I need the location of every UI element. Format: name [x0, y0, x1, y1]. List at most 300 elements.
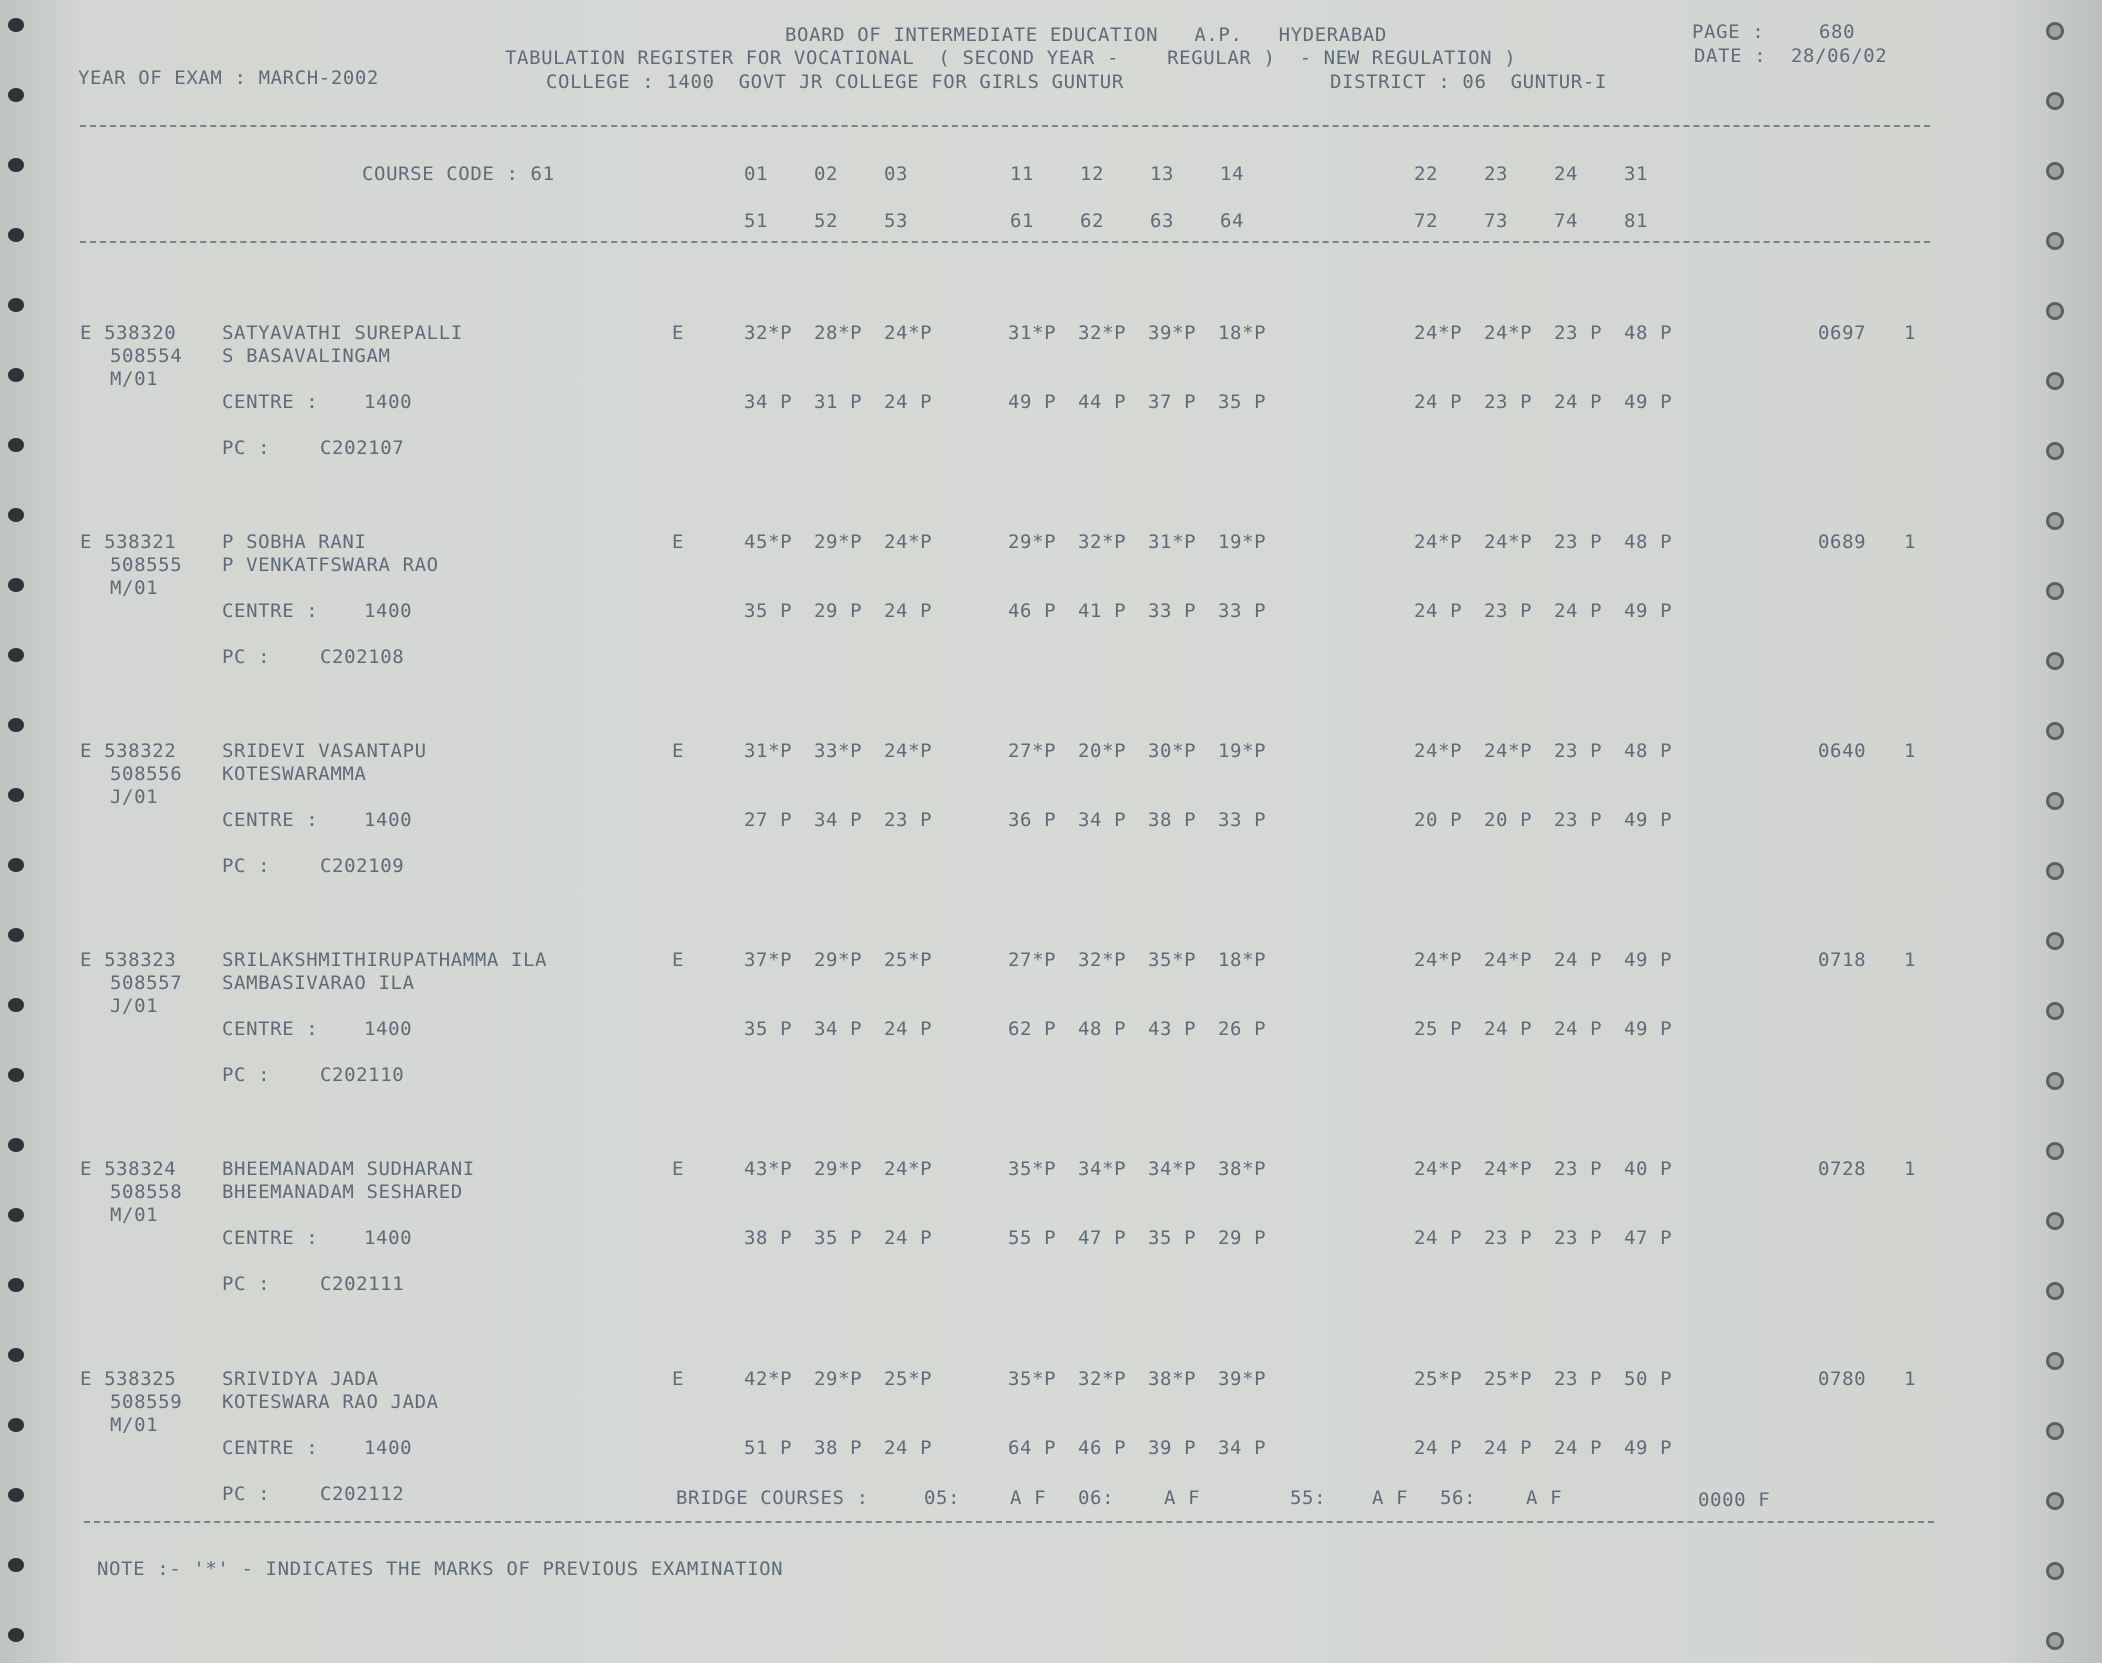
perforation-hole	[2046, 582, 2064, 600]
mark-cell: 24*P	[1484, 531, 1533, 553]
registration-number: 508556	[110, 763, 183, 785]
hall-ticket-number: E 538323	[80, 949, 177, 971]
perforation-hole	[8, 578, 24, 592]
mark-cell: 24*P	[1484, 1158, 1533, 1180]
centre-code: 1400	[364, 391, 413, 413]
subject-code: 03	[884, 163, 909, 185]
centre-label: CENTRE :	[222, 1437, 319, 1459]
pc-number: C202108	[320, 646, 405, 668]
mark-cell: 46 P	[1008, 600, 1057, 622]
subject-code: 31	[1624, 163, 1649, 185]
mark-cell: 49 P	[1624, 809, 1673, 831]
category-code: J/01	[110, 995, 159, 1017]
registration-number: 508555	[110, 554, 183, 576]
mark-cell: 49 P	[1624, 1018, 1673, 1040]
perforation-hole	[2046, 162, 2064, 180]
mark-cell: 39*P	[1218, 1368, 1267, 1390]
mark-cell: 24*P	[1414, 949, 1463, 971]
mark-cell: 24*P	[1484, 949, 1533, 971]
mark-cell: 34 P	[814, 809, 863, 831]
subject-code: 73	[1484, 210, 1509, 232]
subject-code: 11	[1010, 163, 1035, 185]
mark-cell: 23 P	[1554, 1158, 1603, 1180]
student-record	[0, 1368, 2102, 1528]
category-code: M/01	[110, 368, 159, 390]
perforation-hole	[2046, 932, 2064, 950]
mark-cell: 24*P	[1414, 531, 1463, 553]
page-label: PAGE :	[1692, 21, 1765, 43]
mark-cell: 24 P	[884, 600, 933, 622]
mark-cell: 34 P	[1218, 1437, 1267, 1459]
perforation-hole	[2046, 1072, 2064, 1090]
mark-cell: 23 P	[1554, 740, 1603, 762]
mark-cell: 35*P	[1148, 949, 1197, 971]
subject-code: 51	[744, 210, 769, 232]
pc-number: C202107	[320, 437, 405, 459]
total-marks: 0640	[1818, 740, 1867, 762]
mark-cell: 31*P	[1148, 531, 1197, 553]
mark-cell: 24*P	[884, 1158, 933, 1180]
mark-cell: 37 P	[1148, 391, 1197, 413]
parent-name: BHEEMANADAM SESHARED	[222, 1181, 463, 1203]
mark-cell: 42*P	[744, 1368, 793, 1390]
registration-number: 508559	[110, 1391, 183, 1413]
mark-cell: 33 P	[1218, 600, 1267, 622]
centre-label: CENTRE :	[222, 1227, 319, 1249]
mark-cell: 20 P	[1414, 809, 1463, 831]
perforation-hole	[8, 788, 24, 802]
result-code: 1	[1904, 1158, 1917, 1180]
mark-cell: 33 P	[1218, 809, 1267, 831]
pc-number: C202110	[320, 1064, 405, 1086]
mark-cell: 48 P	[1624, 322, 1673, 344]
parent-name: KOTESWARAMMA	[222, 763, 367, 785]
mark-cell: 35 P	[814, 1227, 863, 1249]
mark-cell: 24 P	[1414, 1227, 1463, 1249]
mark-cell: 28*P	[814, 322, 863, 344]
mark-cell: 27*P	[1008, 949, 1057, 971]
perforation-hole	[8, 368, 24, 382]
student-name: SRILAKSHMITHIRUPATHAMMA ILA	[222, 949, 548, 971]
hall-ticket-number: E 538324	[80, 1158, 177, 1180]
mark-cell: 44 P	[1078, 391, 1127, 413]
mark-cell: 24*P	[884, 531, 933, 553]
mark-cell: 25*P	[884, 1368, 933, 1390]
mark-cell: 24 P	[884, 1227, 933, 1249]
mark-cell: 26 P	[1218, 1018, 1267, 1040]
mark-cell: 31*P	[1008, 322, 1057, 344]
mark-cell: 35*P	[1008, 1368, 1057, 1390]
parent-name: KOTESWARA RAO JADA	[222, 1391, 439, 1413]
mark-cell: 23 P	[1554, 531, 1603, 553]
mark-cell: 38 P	[744, 1227, 793, 1249]
mark-cell: 34 P	[744, 391, 793, 413]
subject-code: 23	[1484, 163, 1509, 185]
mark-cell: 32*P	[1078, 322, 1127, 344]
mark-cell: 29*P	[814, 949, 863, 971]
hall-ticket-number: E 538320	[80, 322, 177, 344]
mark-cell: 48 P	[1078, 1018, 1127, 1040]
mark-cell: 23 P	[1484, 1227, 1533, 1249]
subject-code: 72	[1414, 210, 1439, 232]
student-record	[0, 740, 2102, 900]
mark-cell: 34*P	[1148, 1158, 1197, 1180]
perforation-hole	[8, 928, 24, 942]
subject-code: 74	[1554, 210, 1579, 232]
perforation-hole	[2046, 722, 2064, 740]
mark-cell: 29 P	[1218, 1227, 1267, 1249]
pc-label: PC :	[222, 437, 271, 459]
mark-cell: 25*P	[1484, 1368, 1533, 1390]
registration-number: 508554	[110, 345, 183, 367]
mark-cell: 38 P	[1148, 809, 1197, 831]
perforation-hole	[2046, 442, 2064, 460]
perforation-hole	[8, 1138, 24, 1152]
mark-cell: 64 P	[1008, 1437, 1057, 1459]
subject-code: 24	[1554, 163, 1579, 185]
parent-name: S BASAVALINGAM	[222, 345, 391, 367]
mark-cell: 23 P	[1484, 600, 1533, 622]
mark-cell: 24 P	[1414, 391, 1463, 413]
category-code: M/01	[110, 577, 159, 599]
subject-code: 13	[1150, 163, 1175, 185]
mark-cell: 48 P	[1624, 740, 1673, 762]
mark-cell: 23 P	[884, 809, 933, 831]
mark-cell: 20 P	[1484, 809, 1533, 831]
footer-divider	[84, 1521, 1934, 1523]
perforation-hole	[2046, 1422, 2064, 1440]
subject-code: 62	[1080, 210, 1105, 232]
mark-cell: 32*P	[1078, 1368, 1127, 1390]
mark-cell: 40 P	[1624, 1158, 1673, 1180]
hall-ticket-number: E 538325	[80, 1368, 177, 1390]
perforation-hole	[2046, 1282, 2064, 1300]
report-date: 28/06/02	[1791, 45, 1888, 67]
mark-cell: 29*P	[814, 1368, 863, 1390]
mark-cell: 49 P	[1624, 391, 1673, 413]
mark-cell: 33 P	[1148, 600, 1197, 622]
mark-cell: 29*P	[1008, 531, 1057, 553]
mark-cell: 34 P	[1078, 809, 1127, 831]
mark-cell: 37*P	[744, 949, 793, 971]
perforation-hole	[2046, 1352, 2064, 1370]
subject-code: 52	[814, 210, 839, 232]
mark-cell: 51 P	[744, 1437, 793, 1459]
pc-label: PC :	[222, 646, 271, 668]
mark-cell: 24*P	[884, 740, 933, 762]
perforation-hole	[8, 438, 24, 452]
mark-cell: 29*P	[814, 1158, 863, 1180]
medium: E	[672, 1158, 685, 1180]
mark-cell: 49 P	[1624, 600, 1673, 622]
parent-name: SAMBASIVARAO ILA	[222, 972, 415, 994]
perforation-hole	[2046, 1492, 2064, 1510]
perforation-hole	[8, 858, 24, 872]
mark-cell: 35 P	[1148, 1227, 1197, 1249]
registration-number: 508557	[110, 972, 183, 994]
perforation-hole	[2046, 372, 2064, 390]
mark-cell: 23 P	[1484, 391, 1533, 413]
parent-name: P VENKATFSWARA RAO	[222, 554, 439, 576]
district-info: DISTRICT : 06 GUNTUR-I	[1330, 71, 1607, 93]
perforation-hole	[8, 228, 24, 242]
pc-label: PC :	[222, 1273, 271, 1295]
mark-cell: 24 P	[1414, 600, 1463, 622]
mark-cell: 43 P	[1148, 1018, 1197, 1040]
mark-cell: 62 P	[1008, 1018, 1057, 1040]
subject-code: 61	[1010, 210, 1035, 232]
subject-code: 53	[884, 210, 909, 232]
perforation-hole	[8, 1348, 24, 1362]
mark-cell: 32*P	[1078, 949, 1127, 971]
perforation-hole	[2046, 232, 2064, 250]
date-label: DATE :	[1694, 45, 1767, 67]
mark-cell: 30*P	[1148, 740, 1197, 762]
pc-label: PC :	[222, 855, 271, 877]
subject-code: 01	[744, 163, 769, 185]
mark-cell: 19*P	[1218, 740, 1267, 762]
student-name: SRIDEVI VASANTAPU	[222, 740, 427, 762]
result-code: 1	[1904, 949, 1917, 971]
subject-code: 12	[1080, 163, 1105, 185]
perforation-hole	[8, 1208, 24, 1222]
medium: E	[672, 531, 685, 553]
mark-cell: 29 P	[814, 600, 863, 622]
subject-code: 14	[1220, 163, 1245, 185]
bridge-course-item: A F	[1526, 1487, 1563, 1509]
subject-code: 64	[1220, 210, 1245, 232]
mark-cell: 24 P	[1554, 1018, 1603, 1040]
bridge-course-item: A F	[1010, 1487, 1047, 1509]
mark-cell: 36 P	[1008, 809, 1057, 831]
perforation-hole	[8, 1278, 24, 1292]
bridge-course-item: A F	[1372, 1487, 1409, 1509]
mark-cell: 18*P	[1218, 322, 1267, 344]
mark-cell: 49 P	[1624, 1437, 1673, 1459]
mark-cell: 18*P	[1218, 949, 1267, 971]
student-record	[0, 1158, 2102, 1318]
mark-cell: 24 P	[1484, 1437, 1533, 1459]
page-number: 680	[1819, 21, 1856, 43]
mark-cell: 23 P	[1554, 1227, 1603, 1249]
subject-code: 81	[1624, 210, 1649, 232]
perforation-hole	[2046, 512, 2064, 530]
mark-cell: 25 P	[1414, 1018, 1463, 1040]
bridge-course-item: 05:	[924, 1487, 961, 1509]
pc-label: PC :	[222, 1064, 271, 1086]
hall-ticket-number: E 538322	[80, 740, 177, 762]
medium: E	[672, 322, 685, 344]
bridge-total: 0000 F	[1698, 1489, 1771, 1511]
total-marks: 0697	[1818, 322, 1867, 344]
mark-cell: 20*P	[1078, 740, 1127, 762]
mark-cell: 24*P	[884, 322, 933, 344]
board-title: BOARD OF INTERMEDIATE EDUCATION A.P. HYDERABAD	[785, 24, 1387, 46]
student-name: BHEEMANADAM SUDHARANI	[222, 1158, 475, 1180]
perforation-hole	[2046, 862, 2064, 880]
perforation-hole	[8, 88, 24, 102]
mark-cell: 48 P	[1624, 531, 1673, 553]
total-marks: 0780	[1818, 1368, 1867, 1390]
footnote: NOTE :- '*' - INDICATES THE MARKS OF PREVIOUS EXAMINATION	[97, 1558, 784, 1580]
student-record	[0, 322, 2102, 482]
bridge-courses-label: BRIDGE COURSES :	[676, 1487, 869, 1509]
perforation-hole	[8, 298, 24, 312]
mark-cell: 47 P	[1078, 1227, 1127, 1249]
mark-cell: 24 P	[1484, 1018, 1533, 1040]
centre-label: CENTRE :	[222, 1018, 319, 1040]
bridge-course-item: 56:	[1440, 1487, 1477, 1509]
mark-cell: 24 P	[884, 1437, 933, 1459]
centre-code: 1400	[364, 809, 413, 831]
mark-cell: 19*P	[1218, 531, 1267, 553]
mark-cell: 24 P	[1554, 949, 1603, 971]
mark-cell: 24 P	[884, 1018, 933, 1040]
perforation-hole	[8, 998, 24, 1012]
bridge-course-item: A F	[1164, 1487, 1201, 1509]
subject-code: 22	[1414, 163, 1439, 185]
mark-cell: 34*P	[1078, 1158, 1127, 1180]
college-info: COLLEGE : 1400 GOVT JR COLLEGE FOR GIRLS GUNTUR	[546, 71, 1124, 93]
mark-cell: 38 P	[814, 1437, 863, 1459]
column-header-divider	[80, 241, 1930, 243]
mark-cell: 49 P	[1624, 949, 1673, 971]
medium: E	[672, 740, 685, 762]
mark-cell: 46 P	[1078, 1437, 1127, 1459]
header-divider	[80, 125, 1930, 127]
mark-cell: 43*P	[744, 1158, 793, 1180]
mark-cell: 24*P	[1414, 322, 1463, 344]
mark-cell: 41 P	[1078, 600, 1127, 622]
perforation-hole	[2046, 1632, 2064, 1650]
mark-cell: 23 P	[1554, 322, 1603, 344]
subject-code: 63	[1150, 210, 1175, 232]
medium: E	[672, 1368, 685, 1390]
centre-code: 1400	[364, 1227, 413, 1249]
mark-cell: 23 P	[1554, 809, 1603, 831]
pc-number: C202111	[320, 1273, 405, 1295]
register-title: TABULATION REGISTER FOR VOCATIONAL ( SECOND YEAR - REGULAR ) - NEW REGULATION )	[505, 47, 1517, 69]
perforation-hole	[2046, 1142, 2064, 1160]
perforation-hole	[8, 1628, 24, 1642]
mark-cell: 35 P	[744, 1018, 793, 1040]
perforation-hole	[2046, 1002, 2064, 1020]
mark-cell: 24 P	[884, 391, 933, 413]
perforation-hole	[2046, 652, 2064, 670]
perforation-hole	[2046, 92, 2064, 110]
pc-number: C202112	[320, 1483, 405, 1505]
mark-cell: 38*P	[1148, 1368, 1197, 1390]
result-code: 1	[1904, 531, 1917, 553]
student-record	[0, 531, 2102, 691]
mark-cell: 24*P	[1484, 740, 1533, 762]
mark-cell: 34 P	[814, 1018, 863, 1040]
student-name: P SOBHA RANI	[222, 531, 367, 553]
student-record	[0, 949, 2102, 1109]
result-code: 1	[1904, 322, 1917, 344]
centre-label: CENTRE :	[222, 600, 319, 622]
mark-cell: 27*P	[1008, 740, 1057, 762]
mark-cell: 31 P	[814, 391, 863, 413]
perforation-hole	[8, 508, 24, 522]
mark-cell: 35 P	[1218, 391, 1267, 413]
mark-cell: 23 P	[1554, 1368, 1603, 1390]
perforation-hole	[8, 158, 24, 172]
pc-label: PC :	[222, 1483, 271, 1505]
mark-cell: 32*P	[1078, 531, 1127, 553]
perforation-hole	[2046, 1212, 2064, 1230]
mark-cell: 38*P	[1218, 1158, 1267, 1180]
hall-ticket-number: E 538321	[80, 531, 177, 553]
perforation-hole	[2046, 22, 2064, 40]
mark-cell: 24*P	[1414, 1158, 1463, 1180]
perforation-hole	[2046, 1562, 2064, 1580]
medium: E	[672, 949, 685, 971]
bridge-course-item: 55:	[1290, 1487, 1327, 1509]
perforation-hole	[8, 1558, 24, 1572]
centre-code: 1400	[364, 600, 413, 622]
result-code: 1	[1904, 1368, 1917, 1390]
mark-cell: 24*P	[1414, 740, 1463, 762]
mark-cell: 39*P	[1148, 322, 1197, 344]
mark-cell: 50 P	[1624, 1368, 1673, 1390]
pc-number: C202109	[320, 855, 405, 877]
mark-cell: 24 P	[1554, 391, 1603, 413]
student-name: SRIVIDYA JADA	[222, 1368, 379, 1390]
mark-cell: 35*P	[1008, 1158, 1057, 1180]
mark-cell: 35 P	[744, 600, 793, 622]
mark-cell: 24 P	[1414, 1437, 1463, 1459]
total-marks: 0718	[1818, 949, 1867, 971]
mark-cell: 31*P	[744, 740, 793, 762]
mark-cell: 25*P	[1414, 1368, 1463, 1390]
mark-cell: 24 P	[1554, 1437, 1603, 1459]
total-marks: 0728	[1818, 1158, 1867, 1180]
course-code: COURSE CODE : 61	[362, 163, 555, 185]
perforation-hole	[8, 718, 24, 732]
perforation-hole	[8, 18, 24, 32]
mark-cell: 27 P	[744, 809, 793, 831]
category-code: M/01	[110, 1414, 159, 1436]
mark-cell: 39 P	[1148, 1437, 1197, 1459]
year-of-exam: YEAR OF EXAM : MARCH-2002	[78, 67, 379, 89]
registration-number: 508558	[110, 1181, 183, 1203]
result-code: 1	[1904, 740, 1917, 762]
perforation-hole	[8, 1068, 24, 1082]
subject-code: 02	[814, 163, 839, 185]
mark-cell: 45*P	[744, 531, 793, 553]
perforation-hole	[8, 1418, 24, 1432]
bridge-course-item: 06:	[1078, 1487, 1115, 1509]
centre-code: 1400	[364, 1018, 413, 1040]
perforation-hole	[8, 648, 24, 662]
mark-cell: 24*P	[1484, 322, 1533, 344]
category-code: M/01	[110, 1204, 159, 1226]
mark-cell: 32*P	[744, 322, 793, 344]
category-code: J/01	[110, 786, 159, 808]
perforation-hole	[2046, 792, 2064, 810]
mark-cell: 24 P	[1554, 600, 1603, 622]
centre-label: CENTRE :	[222, 809, 319, 831]
student-name: SATYAVATHI SUREPALLI	[222, 322, 463, 344]
mark-cell: 47 P	[1624, 1227, 1673, 1249]
mark-cell: 29*P	[814, 531, 863, 553]
total-marks: 0689	[1818, 531, 1867, 553]
perforation-hole	[2046, 302, 2064, 320]
mark-cell: 33*P	[814, 740, 863, 762]
mark-cell: 55 P	[1008, 1227, 1057, 1249]
centre-label: CENTRE :	[222, 391, 319, 413]
